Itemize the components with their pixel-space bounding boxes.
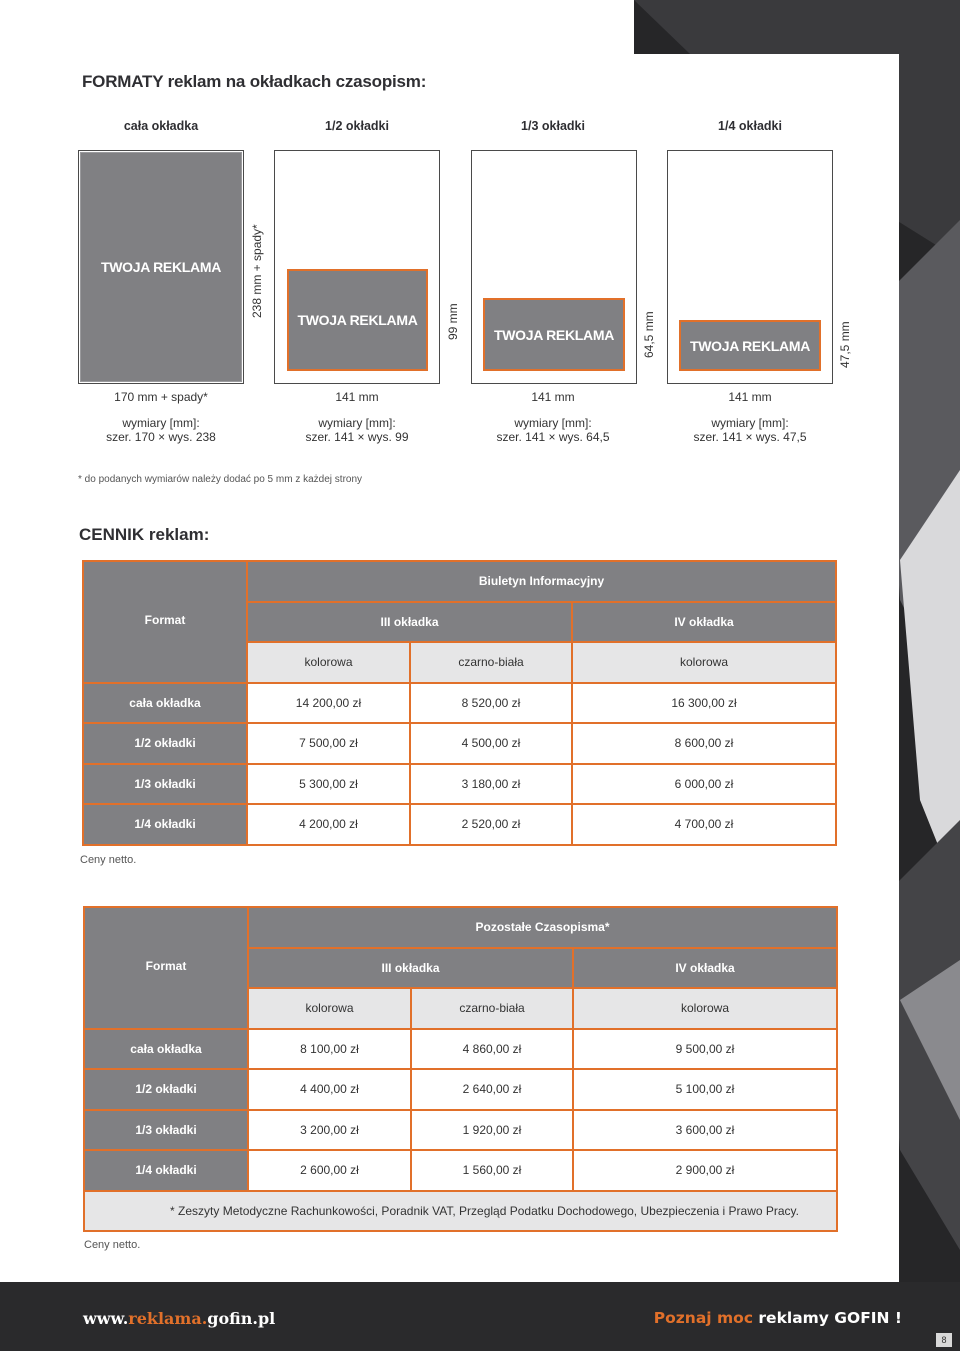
sub-header-color: kolorowa bbox=[572, 642, 836, 683]
row-label: 1/2 okładki bbox=[83, 723, 247, 764]
url-prefix: www. bbox=[83, 1309, 129, 1328]
ad-area-quarter: TWOJA REKLAMA bbox=[679, 320, 821, 371]
height-label-half: 99 mm bbox=[446, 303, 460, 340]
price-cell: 4 200,00 zł bbox=[247, 804, 410, 845]
dimensions-caption: wymiary [mm]: bbox=[514, 416, 592, 430]
width-label-third: 141 mm bbox=[531, 390, 575, 404]
dimensions-quarter bbox=[655, 416, 845, 444]
price-cell: 3 180,00 zł bbox=[410, 764, 572, 805]
dimensions-caption: wymiary [mm]: bbox=[711, 416, 789, 430]
sub-header-bw: czarno-biała bbox=[411, 988, 573, 1029]
dimensions-value: szer. 141 × wys. 99 bbox=[305, 430, 409, 444]
url-highlight: reklama. bbox=[128, 1309, 208, 1328]
ad-area-half: TWOJA REKLAMA bbox=[287, 269, 428, 371]
row-label: cała okładka bbox=[83, 683, 247, 724]
format-header-cell bbox=[83, 561, 247, 683]
dimensions-full bbox=[66, 416, 256, 444]
price-cell: 4 400,00 zł bbox=[248, 1069, 411, 1110]
height-label-third: 64,5 mm bbox=[642, 311, 656, 358]
price-cell: 5 100,00 zł bbox=[573, 1069, 837, 1110]
ad-area-third: TWOJA REKLAMA bbox=[483, 298, 625, 371]
dimensions-value: szer. 170 × wys. 238 bbox=[106, 430, 216, 444]
price-cell: 6 000,00 zł bbox=[572, 764, 836, 805]
cover-4-header: IV okładka bbox=[572, 602, 836, 643]
price-table-bulletin bbox=[82, 560, 837, 846]
dimensions-value: szer. 141 × wys. 47,5 bbox=[693, 430, 807, 444]
price-cell: 2 900,00 zł bbox=[573, 1150, 837, 1191]
table-row bbox=[84, 1029, 837, 1070]
url-suffix: gofin.pl bbox=[207, 1309, 276, 1328]
table-row bbox=[83, 723, 836, 764]
row-label: cała okładka bbox=[84, 1029, 248, 1070]
format-header-full: cała okładka bbox=[123, 119, 199, 133]
slogan-rest: reklamy GOFIN ! bbox=[753, 1309, 902, 1327]
net-price-note: Ceny netto. bbox=[84, 1239, 141, 1251]
price-cell: 1 560,00 zł bbox=[411, 1150, 573, 1191]
journals-footnote: * Zeszyty Metodyczne Rachunkowości, Poradnik VAT, Przegląd Podatku Dochodowego, Ubezpieczenia i Prawo Pracy. bbox=[84, 1191, 837, 1232]
table-row bbox=[84, 1150, 837, 1191]
page-number: 8 bbox=[936, 1333, 952, 1347]
row-label: 1/4 okładki bbox=[84, 1150, 248, 1191]
price-cell: 4 500,00 zł bbox=[410, 723, 572, 764]
slogan-highlight: Poznaj moc bbox=[653, 1309, 754, 1327]
table-row bbox=[84, 1069, 837, 1110]
price-cell: 16 300,00 zł bbox=[572, 683, 836, 724]
price-cell: 7 500,00 zł bbox=[247, 723, 410, 764]
format-header-quarter: 1/4 okładki bbox=[718, 119, 782, 133]
group-header: Biuletyn Informacyjny bbox=[247, 561, 836, 602]
dimensions-half bbox=[262, 416, 452, 444]
table-row bbox=[83, 804, 836, 845]
slogan bbox=[654, 1309, 902, 1327]
group-header: Pozostałe Czasopisma* bbox=[248, 907, 837, 948]
sub-header-bw: czarno-biała bbox=[410, 642, 572, 683]
format-header-half: 1/2 okładki bbox=[325, 119, 389, 133]
format-header-third: 1/3 okładki bbox=[521, 119, 585, 133]
cover-3-header: III okładka bbox=[248, 948, 573, 989]
bleed-note: * do podanych wymiarów należy dodać po 5 mm z każdej strony bbox=[78, 474, 363, 485]
page-top-margin bbox=[0, 0, 634, 54]
height-label-full: 238 mm + spady* bbox=[250, 224, 264, 318]
sub-header-color: kolorowa bbox=[247, 642, 410, 683]
width-label-quarter: 141 mm bbox=[728, 390, 772, 404]
dimensions-third bbox=[458, 416, 648, 444]
format-header: Format bbox=[144, 612, 186, 627]
sub-header-color: kolorowa bbox=[248, 988, 411, 1029]
price-cell: 3 200,00 zł bbox=[248, 1110, 411, 1151]
cover-3-header: III okładka bbox=[247, 602, 572, 643]
dimensions-caption: wymiary [mm]: bbox=[122, 416, 200, 430]
pricing-title: CENNIK reklam: bbox=[79, 525, 210, 544]
format-header: Format bbox=[145, 958, 187, 973]
price-cell: 8 100,00 zł bbox=[248, 1029, 411, 1070]
price-cell: 4 700,00 zł bbox=[572, 804, 836, 845]
price-cell: 2 520,00 zł bbox=[410, 804, 572, 845]
row-label: 1/3 okładki bbox=[83, 764, 247, 805]
row-label: 1/2 okładki bbox=[84, 1069, 248, 1110]
dimensions-caption: wymiary [mm]: bbox=[318, 416, 396, 430]
price-cell: 2 640,00 zł bbox=[411, 1069, 573, 1110]
net-price-note: Ceny netto. bbox=[80, 854, 137, 866]
price-cell: 9 500,00 zł bbox=[573, 1029, 837, 1070]
table-row bbox=[83, 683, 836, 724]
price-cell: 2 600,00 zł bbox=[248, 1150, 411, 1191]
sub-header-color: kolorowa bbox=[573, 988, 837, 1029]
row-label: 1/3 okładki bbox=[84, 1110, 248, 1151]
price-cell: 3 600,00 zł bbox=[573, 1110, 837, 1151]
ad-area-full: TWOJA REKLAMA bbox=[80, 152, 242, 382]
table-row bbox=[83, 764, 836, 805]
page-title: FORMATY reklam na okładkach czasopism: bbox=[82, 72, 427, 91]
cover-4-header: IV okładka bbox=[573, 948, 837, 989]
website-link[interactable] bbox=[83, 1309, 275, 1328]
height-label-quarter: 47,5 mm bbox=[838, 321, 852, 368]
dimensions-value: szer. 141 × wys. 64,5 bbox=[496, 430, 610, 444]
price-cell: 8 600,00 zł bbox=[572, 723, 836, 764]
price-cell: 5 300,00 zł bbox=[247, 764, 410, 805]
price-table-other bbox=[83, 906, 838, 1232]
row-label: 1/4 okładki bbox=[83, 804, 247, 845]
price-cell: 8 520,00 zł bbox=[410, 683, 572, 724]
price-cell: 4 860,00 zł bbox=[411, 1029, 573, 1070]
width-label-half: 141 mm bbox=[335, 390, 379, 404]
width-label-full: 170 mm + spady* bbox=[114, 390, 208, 404]
format-header-cell bbox=[84, 907, 248, 1029]
price-cell: 1 920,00 zł bbox=[411, 1110, 573, 1151]
price-cell: 14 200,00 zł bbox=[247, 683, 410, 724]
table-row bbox=[84, 1110, 837, 1151]
